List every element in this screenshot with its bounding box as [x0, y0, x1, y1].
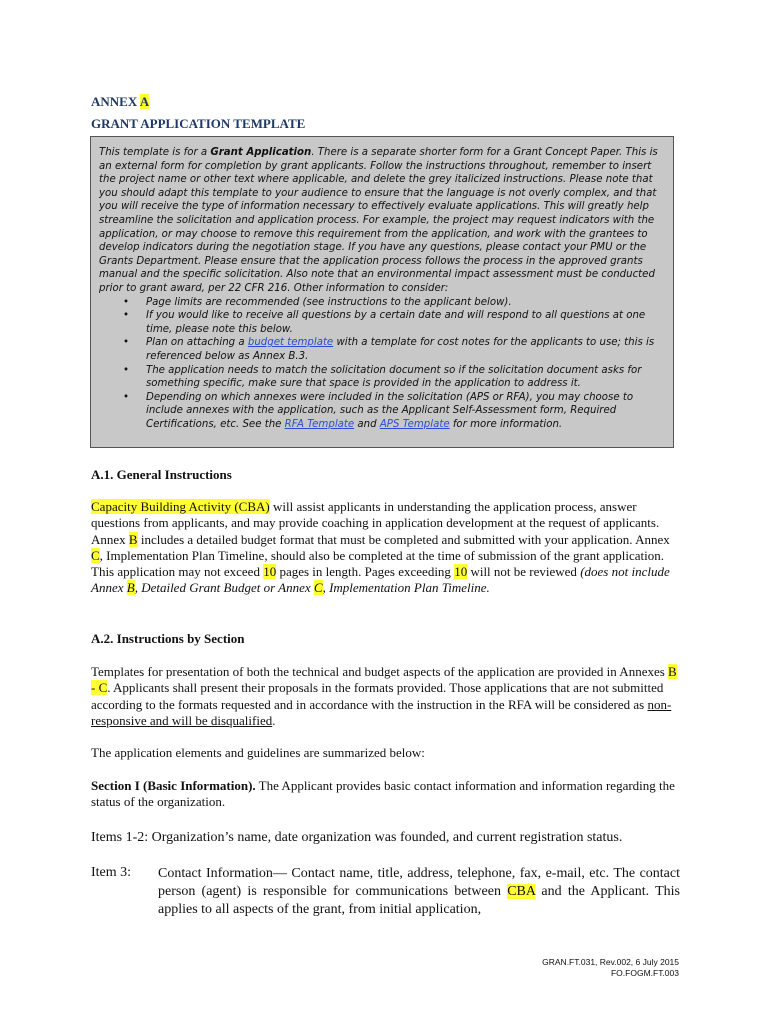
- list-item: [99, 364, 665, 391]
- annex-b-highlight: B: [128, 531, 138, 547]
- general-instructions-paragraph: [91, 499, 681, 597]
- bullet-text: If you would like to receive all questions by a certain date and will respond to all questions at one time, please note this below.: [146, 310, 646, 335]
- rfa-template-link[interactable]: RFA Template: [284, 418, 355, 430]
- text-run: .: [272, 712, 276, 728]
- annex-b-highlight: B: [126, 580, 135, 596]
- footer-line-2: FO.FOGM.FT.003: [610, 968, 679, 978]
- list-item: [99, 309, 665, 336]
- text-run: will not be reviewed: [467, 564, 581, 580]
- instructions-list: [99, 296, 665, 432]
- aps-template-link[interactable]: APS Template: [379, 418, 450, 430]
- section-i-label: Section I (Basic Information).: [91, 778, 256, 793]
- text-run: pages in length. Pages exceeding: [276, 564, 455, 580]
- bullet-icon: •: [123, 391, 130, 403]
- section-a2-heading: A.2. Instructions by Section: [91, 631, 245, 646]
- items-1-2: Items 1-2: Organization’s name, date organization was founded, and current registration status.: [91, 830, 623, 845]
- bullet-text: for more information.: [449, 418, 563, 430]
- bullet-icon: •: [123, 337, 130, 349]
- text-run: Contact Information— Contact name, title, address, telephone, fax, e-mail, etc. The contact person (agent) is responsible for communications between: [158, 866, 680, 900]
- text-run: and the Applicant. This applies to all aspects of the grant, from initial application,: [158, 884, 681, 918]
- bullet-text: Plan on attaching a: [146, 337, 248, 349]
- section-i-paragraph: [91, 778, 681, 811]
- cba-highlight: Capacity Building Activity (CBA): [91, 499, 270, 514]
- item-3-text: [158, 865, 680, 920]
- bullet-text: and: [354, 418, 380, 430]
- footer-line-1: GRAN.FT.031, Rev.002, 6 July 2015: [542, 957, 679, 967]
- bullet-text: with a template for cost notes for the applicants to use; this is referenced below as Annex B.3.: [146, 337, 655, 362]
- budget-template-link[interactable]: budget template: [247, 337, 334, 349]
- text-run: Templates for presentation of both the technical and budget aspects of the application are provided in Annexes: [91, 664, 669, 679]
- item-3-label: Item 3:: [91, 865, 132, 880]
- annex-c-highlight: C: [91, 547, 100, 563]
- list-item: [99, 336, 665, 363]
- intro-text-1: This template is for a: [99, 147, 211, 158]
- text-run: . Applicants shall present their proposals in the formats provided. Those applications that are not submitted according to the formats requested and in accordance with the instruction in the RFA will be considered as: [91, 680, 664, 712]
- bullet-text: Page limits are recommended (see instructions to the applicant below).: [146, 296, 512, 308]
- list-item: [99, 391, 665, 432]
- intro-text-2: . There is a separate shorter form for a Grant Concept Paper. This is an external form for completion by grant applicants. Follow the instructions throughout, remember to insert the project name or other text where applicable, and delete the grey italicized instructions. Please note that you should adapt this template to your audience to ensure that the language is not overly complex, and that you will receive the type of information necessary to effectively evaluate applications. This will greatly help streamline the solicitation and application process. For example, the project may request indicators with the application, or may choose to remove this requirement from the application, and work with the grantees to develop indicators during the negotiation stage. If you have any questions, please contact your PMU or the Grants Department. Please ensure that the application process follows the process in the approved grants manual and the specific solicitation. Also note that an environmental impact assessment must be conducted prior to grant award, per 22 CFR 216. Other information to consider:: [99, 147, 658, 294]
- disqualified-underline: non-responsive and will be disqualified: [91, 696, 672, 728]
- text-run: , Implementation Plan Timeline.: [322, 580, 490, 596]
- annex-label: [91, 94, 149, 110]
- bullet-icon: •: [123, 296, 130, 308]
- cba-highlight: CBA: [507, 884, 536, 900]
- text-run: will assist applicants in understanding the application process, answer questions from applicants, and may provide coaching in application development at the request of applicants. Annex: [91, 499, 660, 547]
- instructions-box: [90, 136, 674, 448]
- bullet-icon: •: [123, 310, 130, 322]
- bullet-text: The application needs to match the solicitation document so if the solicitation document asks for something specific, make sure that space is provided in the application to address it.: [146, 364, 642, 390]
- bullet-icon: •: [123, 364, 130, 376]
- summary-paragraph: The application elements and guidelines are summarized below:: [91, 745, 425, 760]
- page-limit-highlight: 10: [263, 564, 277, 580]
- text-run: , Implementation Plan Timeline, should also be completed at the time of submission of the grant application. This application may not exceed: [91, 547, 664, 580]
- page-title: GRANT APPLICATION TEMPLATE: [91, 116, 306, 131]
- annex-prefix: ANNEX: [91, 94, 140, 109]
- text-run: (does not include Annex: [91, 564, 670, 596]
- intro-bold: Grant Application: [210, 147, 312, 158]
- text-run: , Detailed Grant Budget or Annex: [134, 580, 314, 596]
- annex-c-highlight: C: [313, 580, 323, 596]
- list-item: [99, 296, 665, 310]
- page-footer: [542, 957, 679, 979]
- annex-letter: A: [139, 94, 150, 109]
- text-run: The Applicant provides basic contact information and information regarding the status of the organization.: [91, 778, 675, 810]
- annex-range-highlight: B - C: [91, 664, 677, 696]
- text-run: includes a detailed budget format that must be completed and submitted with your application. Annex: [137, 531, 670, 547]
- page-limit-highlight: 10: [454, 564, 468, 580]
- bullet-text: Depending on which annexes were included in the solicitation (APS or RFA), you may choose to include annexes with the application, such as the Applicant Self-Assessment form, Required Certifications, etc. See the: [146, 391, 634, 430]
- instructions-intro: [99, 146, 665, 296]
- templates-paragraph: [91, 664, 681, 729]
- section-a1-heading: A.1. General Instructions: [91, 467, 232, 482]
